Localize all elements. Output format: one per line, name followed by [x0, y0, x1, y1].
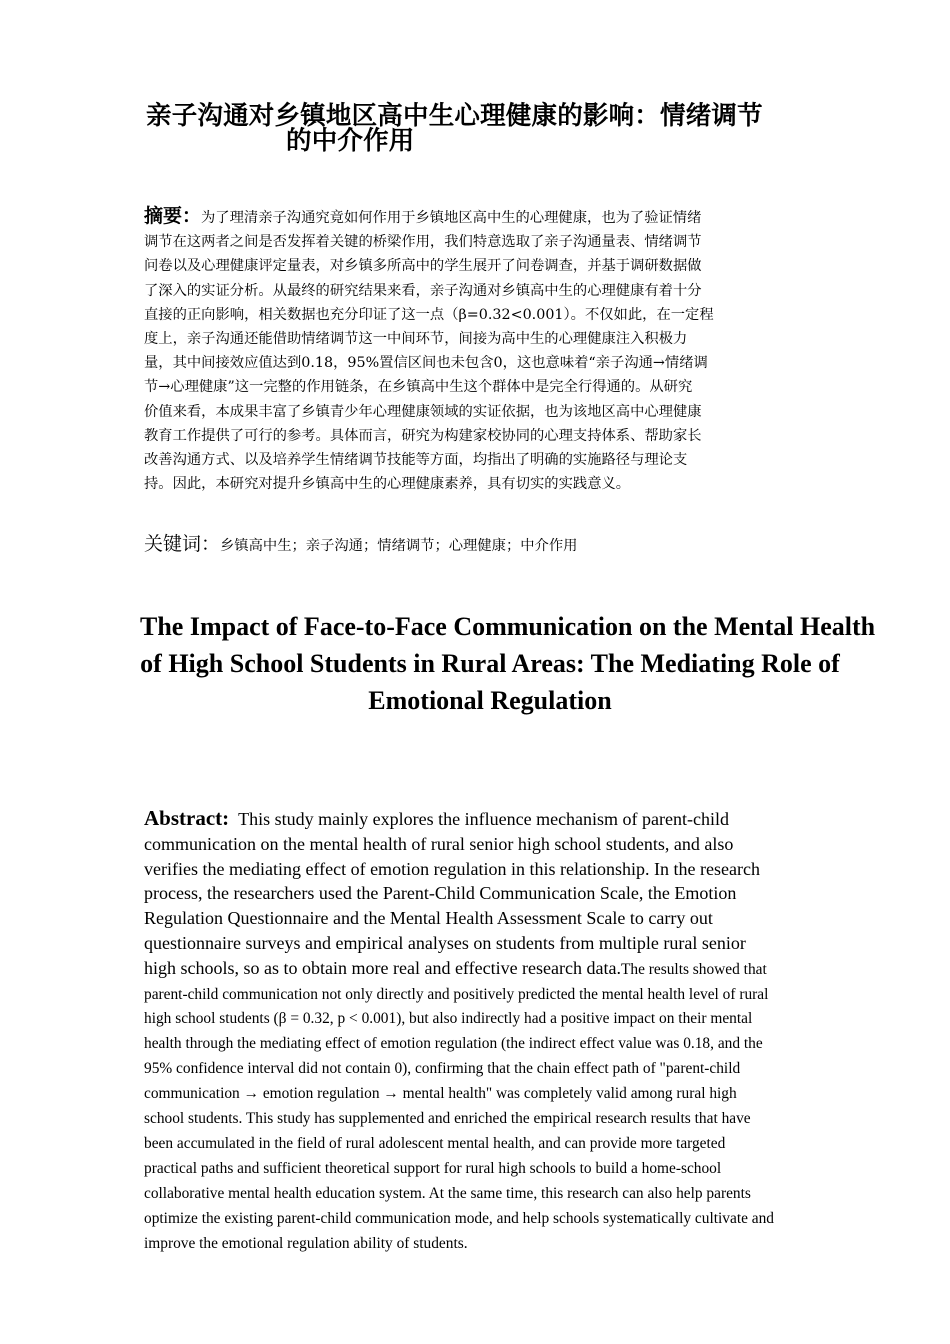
english-title-line: Emotional Regulation — [368, 686, 612, 715]
english-title-line: of High School Students in Rural Areas: The Mediating Role of — [140, 649, 840, 678]
english-abstract-text: high schools, so as to obtain more real and effective research data. — [144, 957, 621, 978]
english-title-line: The Impact of Face-to-Face Communication on the Mental Health — [140, 612, 876, 641]
chinese-abstract-line: 问卷以及心理健康评定量表，对乡镇多所高中的学生展开了问卷调查，并基于调研数据做 — [144, 258, 702, 275]
english-abstract-line: practical paths and sufficient theoretical support for rural high schools to build a home-school — [144, 1159, 722, 1177]
chinese-abstract-line: 教育工作提供了可行的参考。具体而言，研究为构建家校协同的心理支持体系、帮助家长 — [144, 427, 702, 444]
english-abstract-line: process, the researchers used the Parent-Child Communication Scale, the Emotion — [144, 883, 737, 904]
english-abstract-line: parent-child communication not only directly and positively predicted the mental health level of rural — [144, 985, 769, 1003]
english-abstract-line: communication on the mental health of rural senior high school students, and also — [144, 833, 734, 854]
english-abstract-line: questionnaire surveys and empirical analyses on students from multiple rural senior — [144, 932, 746, 953]
english-abstract-line: communication → emotion regulation → mental health" was completely valid among rural high — [144, 1085, 737, 1103]
chinese-keywords — [144, 530, 824, 560]
chinese-abstract-line: 度上，亲子沟通还能借助情绪调节这一中间环节，间接为高中生的心理健康注入积极力 — [144, 331, 688, 348]
english-abstract-line: 95% confidence interval did not contain 0), confirming that the chain effect path of "parent-child — [144, 1060, 741, 1078]
chinese-abstract-line: 改善沟通方式、以及培养学生情绪调节技能等方面，均指出了明确的实施路径与理论支 — [144, 452, 688, 469]
chinese-abstract-line: 了深入的实证分析。从最终的研究结果来看，亲子沟通对乡镇高中生的心理健康有着十分 — [144, 282, 702, 299]
chinese-abstract-line: 量，其中间接效应值达到0.18，95%置信区间也未包含0，这也意味着“亲子沟通→情绪调 — [144, 355, 708, 372]
chinese-abstract-line: 节→心理健康”这一完整的作用链条，在乡镇高中生这个群体中是完全行得通的。从研究 — [144, 379, 693, 396]
english-abstract — [144, 806, 844, 1257]
english-abstract-line: school students. This study has supplemented and enriched the empirical research results that have — [144, 1110, 751, 1128]
english-abstract-line: optimize the existing parent-child communication mode, and help schools systematically cultivate and — [144, 1209, 774, 1227]
chinese-keywords-text: 乡镇高中生；亲子沟通；情绪调节；心理健康；中介作用 — [220, 538, 578, 554]
chinese-abstract-line: 价值来看，本成果丰富了乡镇青少年心理健康领域的实证依据，也为该地区高中心理健康 — [144, 403, 702, 420]
chinese-abstract — [144, 204, 814, 496]
chinese-abstract-line — [144, 204, 814, 230]
english-abstract-line: health through the mediating effect of emotion regulation (the indirect effect value was 0.18, and the — [144, 1035, 763, 1053]
chinese-title-line: 亲子沟通对乡镇地区高中生心理健康的影响：情绪调节 — [146, 101, 763, 131]
chinese-title-line: 的中介作用 — [286, 126, 415, 156]
english-title — [140, 608, 876, 719]
english-abstract-line — [144, 806, 844, 832]
chinese-abstract-line: 直接的正向影响，相关数据也充分印证了这一点（β=0.32<0.001）。不仅如此，在一定程 — [144, 306, 714, 323]
english-abstract-line: improve the emotional regulation ability of students. — [144, 1234, 468, 1252]
english-abstract-line: Regulation Questionnaire and the Mental Health Assessment Scale to carry out — [144, 908, 713, 929]
english-abstract-line: verifies the mediating effect of emotion regulation in this relationship. In the research — [144, 858, 760, 879]
chinese-abstract-line: 调节在这两者之间是否发挥着关键的桥梁作用，我们特意选取了亲子沟通量表、情绪调节 — [144, 234, 702, 251]
chinese-title — [146, 101, 836, 156]
english-results-text: The results showed that — [621, 960, 767, 978]
english-abstract-line: high school students (β = 0.32, p < 0.001), but also indirectly had a positive impact on their mental — [144, 1010, 753, 1028]
chinese-keywords-label: 关键词： — [144, 533, 221, 555]
english-abstract-line: been accumulated in the field of rural adolescent mental health, and can provide more targeted — [144, 1135, 726, 1153]
english-abstract-label: Abstract: — [144, 806, 230, 830]
chinese-abstract-text: 为了理清亲子沟通究竟如何作用于乡镇地区高中生的心理健康，也为了验证情绪 — [201, 210, 702, 226]
english-abstract-line — [144, 956, 844, 983]
chinese-abstract-label: 摘要： — [144, 205, 202, 227]
english-abstract-text: This study mainly explores the influence mechanism of parent-child — [238, 809, 730, 829]
english-abstract-line: collaborative mental health education system. At the same time, this research can also help parents — [144, 1184, 751, 1202]
chinese-abstract-line: 持。因此，本研究对提升乡镇高中生的心理健康素养，具有切实的实践意义。 — [144, 476, 631, 493]
